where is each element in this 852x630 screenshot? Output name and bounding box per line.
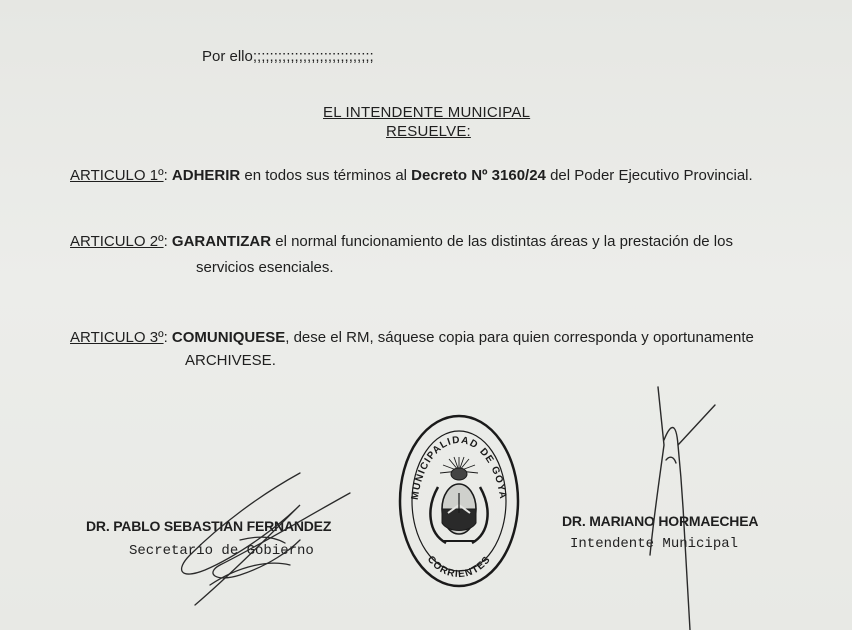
article-2-text-a: el normal funcionamiento de las distintas áreas y la prestación de los	[271, 233, 733, 250]
article-2-label: ARTICULO 2º	[70, 233, 164, 250]
article-1: ARTICULO 1º: ADHERIR en todos sus términos al Decreto Nº 3160/24 del Poder Ejecutivo Provincial.	[70, 167, 753, 184]
article-1-keyword: ADHERIR	[171, 167, 241, 184]
article-2-line2: servicios esenciales.	[196, 259, 334, 276]
right-signer-name: DR. MARIANO HORMAECHEA	[562, 513, 759, 529]
article-3-line2: ARCHIVESE.	[185, 352, 276, 369]
article-1-decree: Decreto Nº 3160/24	[411, 167, 546, 184]
heading-resuelve: RESUELVE:	[386, 123, 471, 140]
seal-top-text: MUNICIPALIDAD DE GOYA	[409, 434, 509, 501]
article-1-text-c: del Poder Ejecutivo Provincial.	[545, 167, 753, 184]
article-2: ARTICULO 2º: GARANTIZAR el normal funcionamiento de las distintas áreas y la prestación de los	[70, 233, 733, 250]
article-3-label: ARTICULO 3º	[70, 329, 164, 346]
left-signer-name: DR. PABLO SEBASTIAN FERNANDEZ	[86, 518, 332, 534]
right-handwritten-signature	[640, 385, 730, 630]
right-signer-role: Intendente Municipal	[570, 536, 739, 552]
article-3-text-a: , dese el RM, sáquese copia para quien corresponda y oportunamente	[285, 329, 754, 346]
article-2-keyword: GARANTIZAR	[171, 233, 272, 250]
article-1-label: ARTICULO 1º	[70, 167, 164, 184]
left-handwritten-signature	[150, 465, 370, 615]
intro-text: Por ello;;;;;;;;;;;;;;;;;;;;;;;;;;;;;	[202, 48, 374, 65]
seal-bottom-text: CORRIENTES	[424, 554, 494, 581]
heading-title: EL INTENDENTE MUNICIPAL	[323, 104, 531, 121]
coat-of-arms-icon	[430, 457, 487, 543]
article-3: ARTICULO 3º: COMUNIQUESE, dese el RM, sáquese copia para quien corresponda y oportunamente	[70, 329, 754, 346]
article-3-keyword: COMUNIQUESE	[171, 329, 286, 346]
municipal-seal	[398, 413, 520, 590]
left-signer-role: Secretario de Gobierno	[129, 543, 314, 559]
article-1-text-a: en todos sus términos al	[240, 167, 412, 184]
